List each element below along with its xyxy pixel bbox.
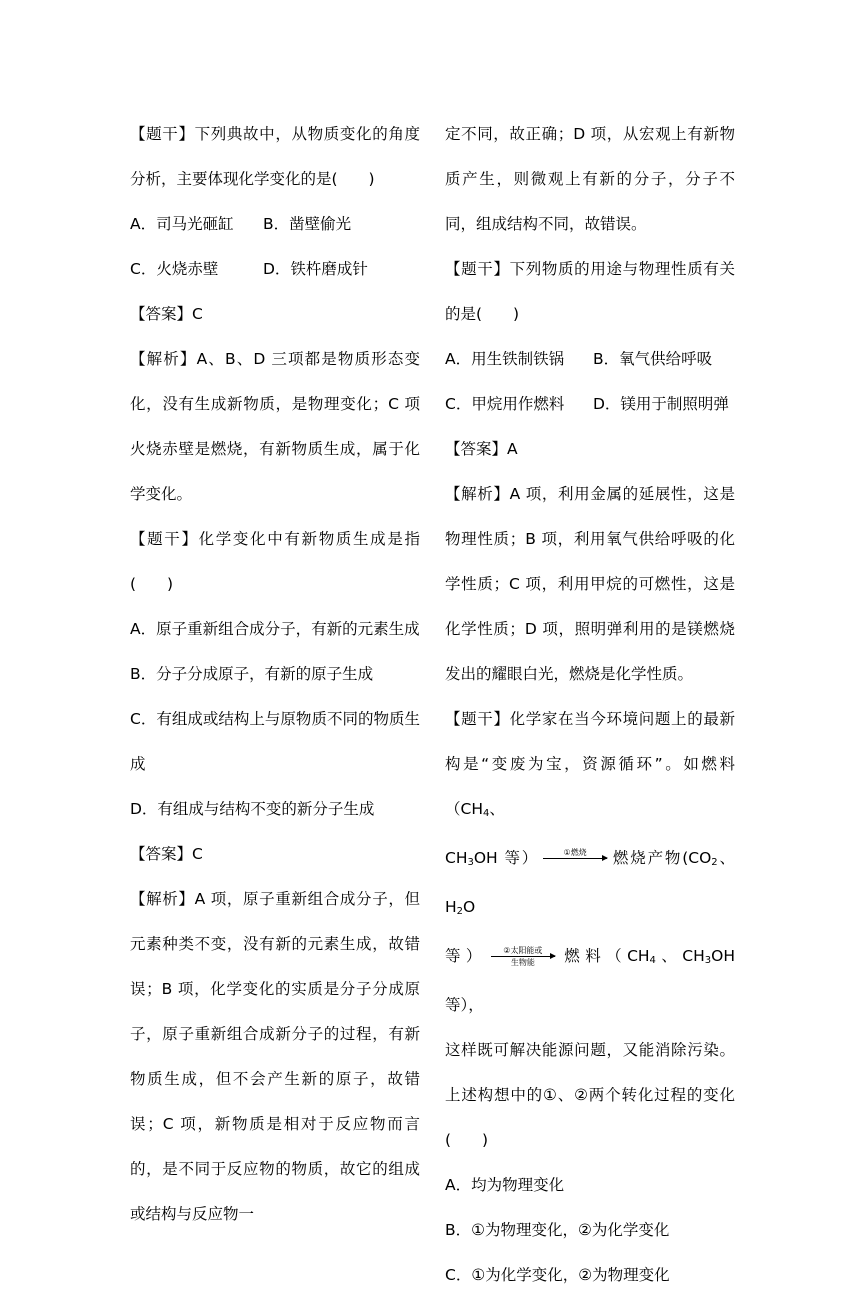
question-2-option-d: D．有组成与结构不变的新分子生成 <box>130 800 375 818</box>
right-column <box>445 112 735 1298</box>
left-column <box>130 112 420 1237</box>
question-2-analysis: 【解析】A 项，原子重新组合成分子，但元素种类不变，没有新的元素生成，故错误；B 项，化学变化的实质是分子分成原子，原子重新组合成新分子的过程，有新物质生成，但不会产生新的原子，故错误；C 项，新物质是相对于反应物而言的，是不同于反应物的物质，故它的组成或结构与反应物一 <box>130 890 420 1223</box>
question-3-option-c: C．甲烷用作燃料 <box>445 395 565 413</box>
question-4-option-c: C．①为化学变化，②为物理变化 <box>445 1266 670 1284</box>
question-3-option-b: B．氧气供给呼吸 <box>593 350 713 368</box>
question-1-option-a: A．司马光砸缸 <box>130 215 234 233</box>
question-3-options-row-2 <box>445 382 735 427</box>
question-1-option-b: B．凿壁偷光 <box>263 215 352 233</box>
question-2-option-a: A．原子重新组合成分子，有新的元素生成 <box>130 620 420 638</box>
question-3-option-d: D．镁用于制照明弹 <box>593 395 729 413</box>
question-3-option-a: A．用生铁制铁锅 <box>445 350 565 368</box>
question-4-stem-part-2: 这样既可解决能源问题，又能消除污染。上述构想中的①、②两个转化过程的变化( ) <box>445 1041 735 1149</box>
question-4-stem-part-1: 【题干】化学家在当今环境问题上的最新构是“变废为宝，资源循环”。如燃料（$CH_4$、 <box>445 710 735 819</box>
question-3-stem: 【题干】下列物质的用途与物理性质有关的是( ) <box>445 260 735 323</box>
question-1-stem: 【题干】下列典故中，从物质变化的角度分析，主要体现化学变化的是( ) <box>130 125 420 188</box>
question-1-option-d: D．铁杵磨成针 <box>263 260 368 278</box>
question-1-options-row-1 <box>130 202 420 247</box>
question-1-option-c: C．火烧赤壁 <box>130 260 219 278</box>
question-3-options-row-1 <box>445 337 735 382</box>
question-3-analysis: 【解析】A 项，利用金属的延展性，这是物理性质；B 项，利用氧气供给呼吸的化学性质；C 项，利用甲烷的可燃性，这是化学性质；D 项，照明弹利用的是镁燃烧发出的耀眼白光，燃烧是化学性质。 <box>445 485 735 683</box>
question-2-option-c: C．有组成或结构上与原物质不同的物质生成 <box>130 710 420 773</box>
question-4-reaction-line-1: $CH_3OH$ 等） ①燃烧 燃烧产物($CO_2$、$H_2O$ <box>445 848 735 917</box>
question-2-analysis-continued: 定不同，故正确；D 项，从宏观上有新物质产生，则微观上有新的分子，分子不同，组成结构不同，故错误。 <box>445 125 735 233</box>
question-1-answer: 【答案】C <box>130 305 203 323</box>
reaction-arrow-1: ①燃烧 <box>543 848 607 869</box>
question-1-analysis: 【解析】A、B、D 三项都是物质形态变化，没有生成新物质，是物理变化；C 项火烧赤壁是燃烧，有新物质生成，属于化学变化。 <box>130 350 420 503</box>
question-2-option-b: B．分子分成原子，有新的原子生成 <box>130 665 374 683</box>
reaction-arrow-2: ②太阳能或 生物能 <box>491 946 555 967</box>
question-4-reaction-line-2: 等） ②太阳能或 生物能 燃料（$CH_4$、$CH_3OH$ 等）， <box>445 946 735 1014</box>
question-2-answer: 【答案】C <box>130 845 203 863</box>
question-2-stem: 【题干】化学变化中有新物质生成是指( ) <box>130 530 420 593</box>
question-1-options-row-2 <box>130 247 420 292</box>
question-4-option-a: A．均为物理变化 <box>445 1176 565 1194</box>
question-3-answer: 【答案】A <box>445 440 518 458</box>
question-4-option-b: B．①为物理变化，②为化学变化 <box>445 1221 670 1239</box>
